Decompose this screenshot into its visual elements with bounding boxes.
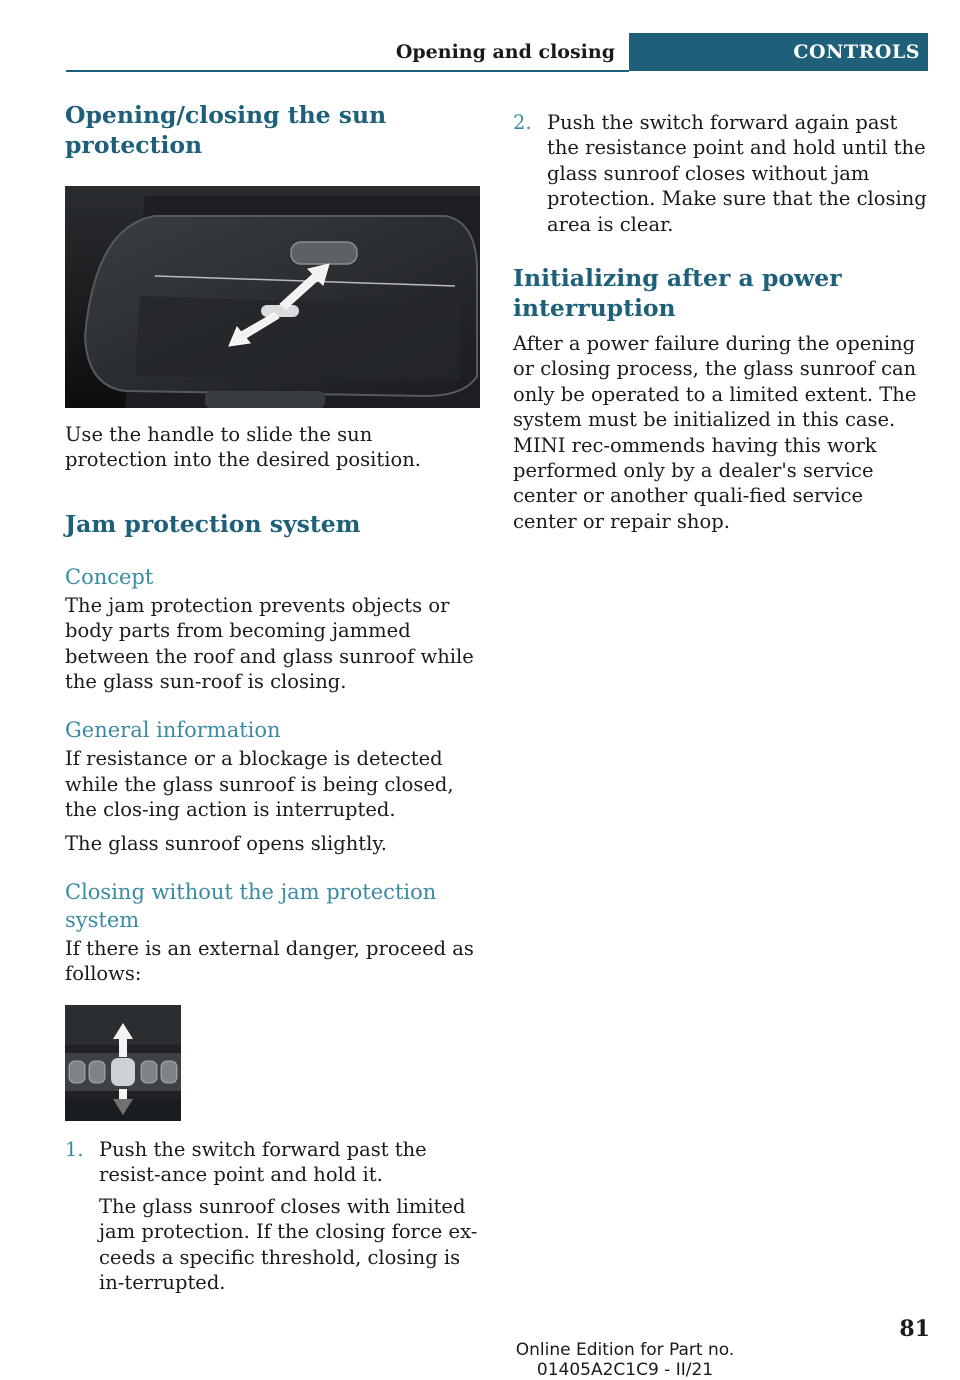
sun-protection-photo <box>65 186 480 408</box>
section-title-jam-protection: Jam protection system <box>65 509 361 538</box>
handle-paragraph: Use the handle to slide the sun protection into the desired position. <box>65 423 421 472</box>
running-header-section: Opening and closing <box>395 41 615 63</box>
header-rule <box>66 70 629 72</box>
initializing-paragraph: After a power failure during the opening or closing process, the glass sunroof can only be operated to a limited extent. The system must be initialized in this case. MINI rec-ommends having this work performed only by a dealer's service center or another quali-fied service center or repair shop. <box>513 332 917 533</box>
running-header-chapter: CONTROLS <box>629 33 928 71</box>
section-title-sun-protection: Opening/closing the sun protection <box>65 101 387 159</box>
roof-switch-photo <box>65 1005 181 1121</box>
concept-paragraph: The jam protection prevents objects or body parts from becoming jammed between the roof and glass sunroof while the glass sun-roof is closing. <box>65 593 474 694</box>
closing-paragraph: If there is an external danger, proceed as follows: <box>65 937 474 986</box>
list-item-step-2 <box>513 110 928 237</box>
subheading-concept: Concept <box>65 564 154 589</box>
subheading-closing-without-jam-protection: Closing without the jam protection system <box>65 880 437 933</box>
left-column <box>65 100 480 1295</box>
general-paragraph-1: If resistance or a blockage is detected while the glass sunroof is being closed, the clos-ing action is interrupted. <box>65 747 454 822</box>
general-paragraph-2: The glass sunroof opens slightly. <box>65 831 387 855</box>
sun-protection-illustration <box>65 186 480 408</box>
step-1-text: Push the switch forward past the resist-ance point and hold it. <box>99 1137 427 1187</box>
step-number: 2. <box>513 111 532 134</box>
step-number: 1. <box>65 1137 84 1161</box>
roof-switch-illustration <box>65 1005 181 1121</box>
subheading-general-information: General information <box>65 718 281 743</box>
right-column <box>513 110 928 534</box>
step-1-subtext: The glass sunroof closes with limited jam protection. If the closing force ex-ceeds a specific threshold, closing is in-terrupted. <box>99 1194 478 1294</box>
list-item-step-1 <box>65 1137 480 1295</box>
footer-edition: Online Edition for Part no. 01405A2C1C9 - II/21 <box>515 1340 735 1380</box>
page-number: 81 <box>899 1316 930 1342</box>
step-2-text: Push the switch forward again past the resistance point and hold until the glass sunroof closes without jam protection. Make sure that the closing area is clear. <box>547 111 927 236</box>
section-title-initializing: Initializing after a power interruption <box>513 264 842 323</box>
